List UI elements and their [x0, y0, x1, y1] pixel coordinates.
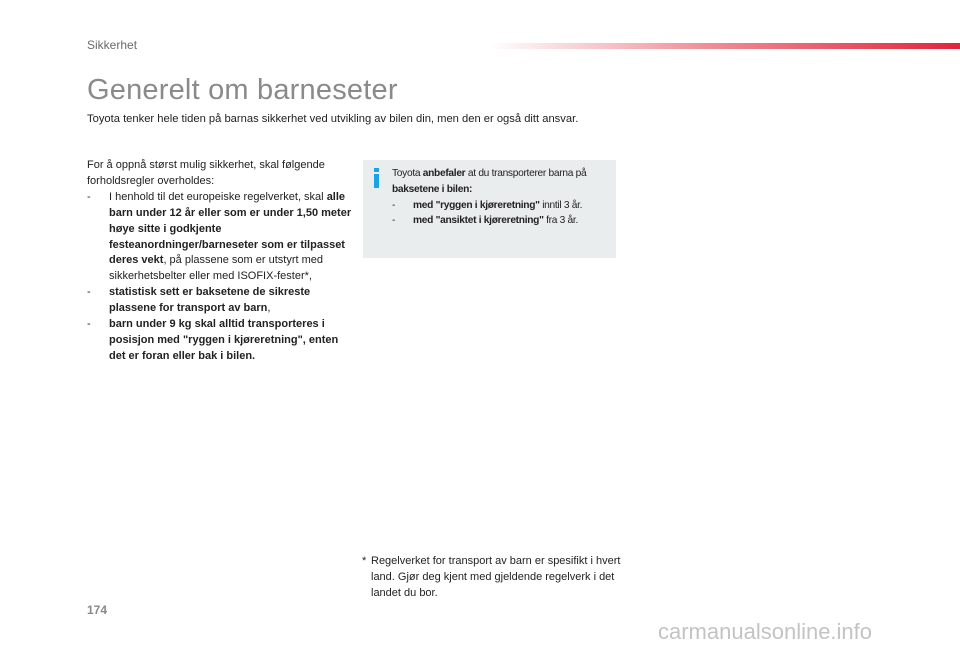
info-lead-text: Toyota [392, 168, 423, 179]
precautions-lead: For å oppnå størst mulig sikkerhet, skal følgende forholdsregler overholdes: [87, 159, 325, 187]
list-dash: - [87, 190, 91, 203]
info-icon [372, 168, 381, 188]
list-item [87, 285, 357, 317]
list-item [87, 317, 357, 365]
intro-text: Toyota tenker hele tiden på barnas sikkerhet ved utvikling av bilen din, men den er også ditt ansvar. [87, 113, 579, 125]
list-dash: - [392, 215, 396, 227]
list-item [87, 190, 357, 285]
list-dash: - [392, 199, 396, 211]
footnote-text: Regelverket for transport av barn er spesifikt i hvert land. Gjør deg kjent med gjeldende regelverk i det landet du bor. [371, 555, 621, 600]
info-list-text: inntil 3 år. [539, 199, 583, 211]
footnote-marker: * [362, 555, 367, 567]
info-text [392, 166, 612, 229]
info-list-item [392, 213, 612, 229]
info-box [363, 160, 616, 258]
info-list-item [392, 198, 612, 214]
list-item-emphasis: barn under 9 kg skal alltid transporteres i posisjon med "ryggen i kjøreretning", enten det er foran eller bak i bilen. [109, 318, 339, 362]
info-emphasis: anbefaler [422, 168, 466, 179]
info-lead [392, 166, 612, 198]
info-lead-text: at du transporterer barna på [465, 168, 587, 179]
precautions-column [87, 158, 357, 365]
list-item-text: , [267, 302, 271, 315]
info-emphasis: med "ansiktet i kjøreretning" [413, 215, 544, 227]
list-item-text: I henhold til det europeiske regelverket, skal [109, 190, 327, 203]
info-list-text: fra 3 år. [543, 215, 578, 227]
list-dash: - [87, 318, 91, 331]
page-title: Generelt om barneseter [87, 74, 398, 106]
list-item-emphasis: alle barn under 12 år eller som er under 1,50 meter høye sitte i godkjente festeanordninger/barneseter som er tilpasset deres vekt [109, 190, 352, 267]
list-dash: - [87, 286, 91, 299]
watermark: carmanualsonline.info [658, 619, 873, 644]
page-number: 174 [87, 603, 108, 617]
list-item-emphasis: statistisk sett er baksetene de sikreste plassene for transport av barn [109, 286, 311, 315]
section-label: Sikkerhet [87, 38, 138, 52]
footnote [362, 553, 622, 602]
info-emphasis: med "ryggen i kjøreretning" [413, 199, 540, 211]
info-emphasis: baksetene i bilen: [392, 183, 473, 195]
list-item-text: , på plassene som er utstyrt med sikkerhetsbelter eller med ISOFIX-fester*, [109, 254, 324, 283]
header-accent-bar [490, 43, 960, 49]
